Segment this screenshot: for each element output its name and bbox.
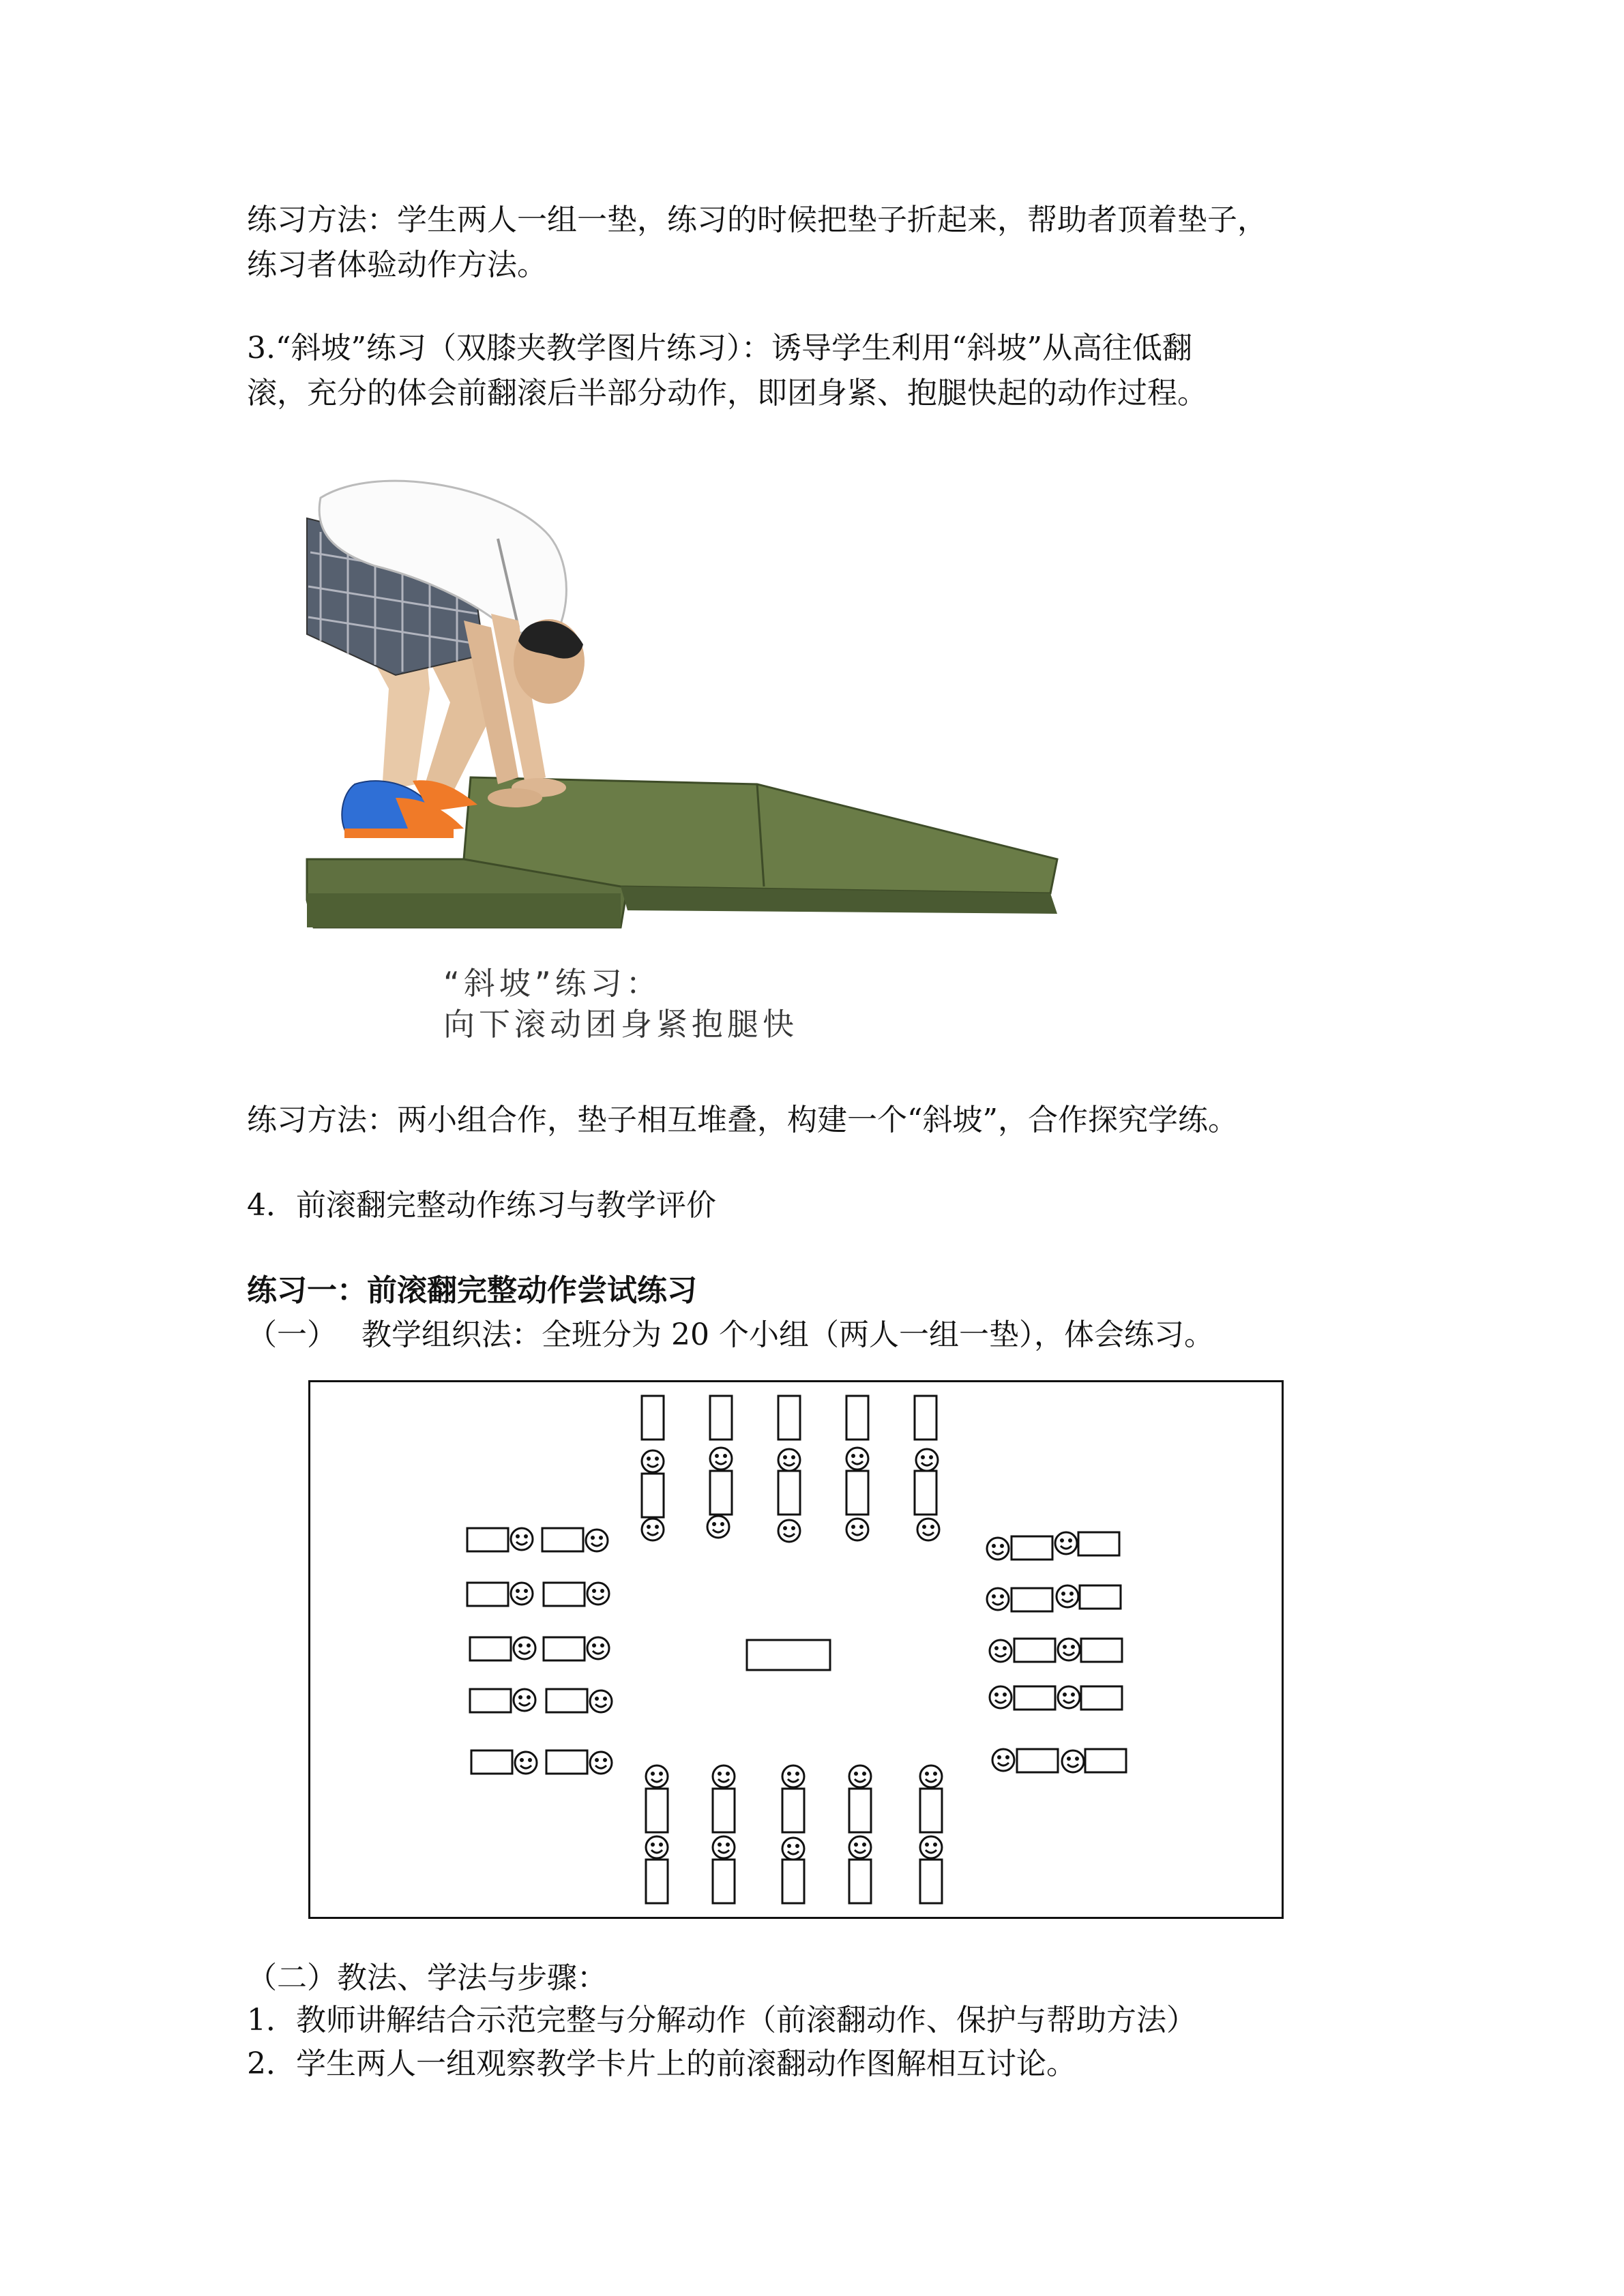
text-line: 3.“斜坡”练习（双膝夹教学图片练习）：诱导学生利用“斜坡”从高往低翻 xyxy=(247,331,1192,366)
paragraph-slope-practice xyxy=(247,326,1393,416)
text-line: 练习者体验动作方法。 xyxy=(247,248,547,282)
text-line: 练习方法：学生两人一组一垫，练习的时候把垫子折起来，帮助者顶着垫子， xyxy=(247,203,1267,237)
paragraph-practice-method-1 xyxy=(247,198,1393,288)
caption-line: “斜坡”练习： xyxy=(443,965,662,1002)
paragraph-step-2: 2．学生两人一组观察教学卡片上的前滚翻动作图解相互讨论。 xyxy=(247,2046,1076,2081)
paragraph-step-1: 1．教师讲解结合示范完整与分解动作（前滚翻动作、保护与帮助方法） xyxy=(247,2003,1196,2038)
text-line: 滚，充分的体会前翻滚后半部分动作，即团身紧、抱腿快起的动作过程。 xyxy=(247,376,1207,411)
photo-caption xyxy=(443,963,921,1045)
paragraph-section-4: 4．前滚翻完整动作练习与教学评价 xyxy=(247,1188,716,1223)
paragraph-organization: （一） 教学组织法：全班分为 20 个小组（两人一组一垫），体会练习。 xyxy=(247,1317,1214,1352)
paragraph-methods-heading: （二）教法、学法与步骤： xyxy=(247,1960,607,1995)
caption-line: 向下滚动团身紧抱腿快 xyxy=(443,1006,798,1043)
section-heading: 练习一：前滚翻完整动作尝试练习 xyxy=(247,1273,697,1308)
mat-layout-illustration xyxy=(310,1382,1282,1917)
class-organization-diagram xyxy=(308,1380,1284,1919)
paragraph-practice-method-2: 练习方法：两小组合作，垫子相互堆叠，构建一个“斜坡”，合作探究学练。 xyxy=(247,1103,1238,1137)
